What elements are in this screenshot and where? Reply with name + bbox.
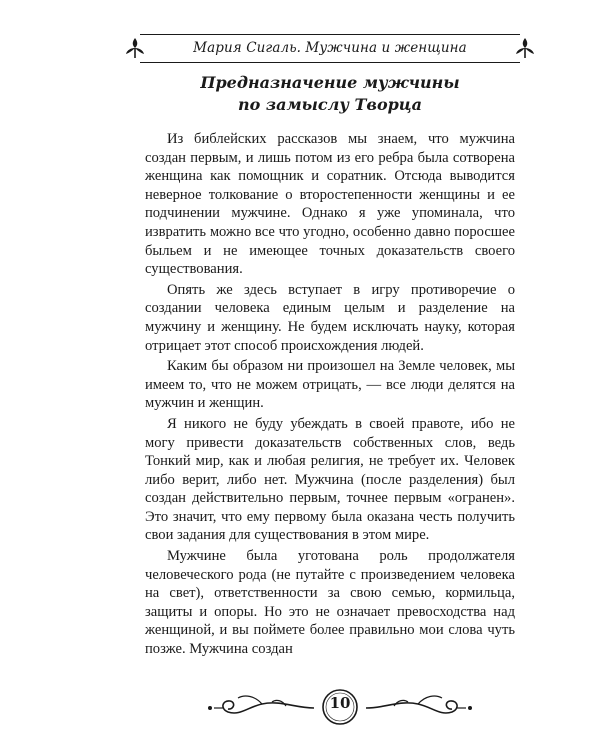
header-rule-bottom <box>140 62 520 63</box>
paragraph: Я никого не буду убеждать в своей правоте, ибо не могу привести доказательств собственных слов, ведь Тонкий мир, как и любая религия, не требует их. Человек либо верит, либо нет. Мужчина (после разделения) был создан действительно первым, точнее первым «огранен». Это значит, что ему первому была оказана честь получить свои задания для существования в этом мире. <box>145 415 515 544</box>
paragraph: Каким бы образом ни произошел на Земле человек, мы имеем то, что не можем отрицать, — все люди делятся на мужчин и женщин. <box>145 358 515 412</box>
page-number: 10 <box>329 694 351 712</box>
body-text <box>145 130 515 659</box>
paragraph: Мужчине была уготована роль продолжателя человеческого рода (не путайте с произведением человека на свет), ответственности за свою семью, кормильца, защиты и опоры. Но это не означает превосходства над женщиной, и вы поймете более правильно мои слова чуть позже. Мужчина создан <box>145 548 515 658</box>
chapter-title-line-1: Предназначение мужчины <box>200 73 460 92</box>
header-rule-top <box>140 34 520 35</box>
running-header <box>130 28 530 68</box>
running-title: Мария Сигаль. Мужчина и женщина <box>193 40 467 56</box>
paragraph: Опять же здесь вступает в игру противоречие о создании человека единым целым и разделение на мужчину и женщину. Не будем исключать науку, которая отрицает этот способ происхождения людей. <box>145 281 515 354</box>
paragraph: Из библейских рассказов мы знаем, что мужчина создан первым, и лишь потом из его ребра была сотворена женщина как помощник и соратник. Отсюда выводится неверное толкование о второстепенности женщины и ее подчинении мужчине. Однако я уже упоминала, что извратить можно все что угодно, особенно давно поросшее быльем и не имеющее точных доказательств своего существования. <box>145 131 515 278</box>
chapter-title <box>130 72 530 116</box>
chapter-title-line-2: по замыслу Творца <box>237 95 423 114</box>
page-footer <box>200 686 480 730</box>
